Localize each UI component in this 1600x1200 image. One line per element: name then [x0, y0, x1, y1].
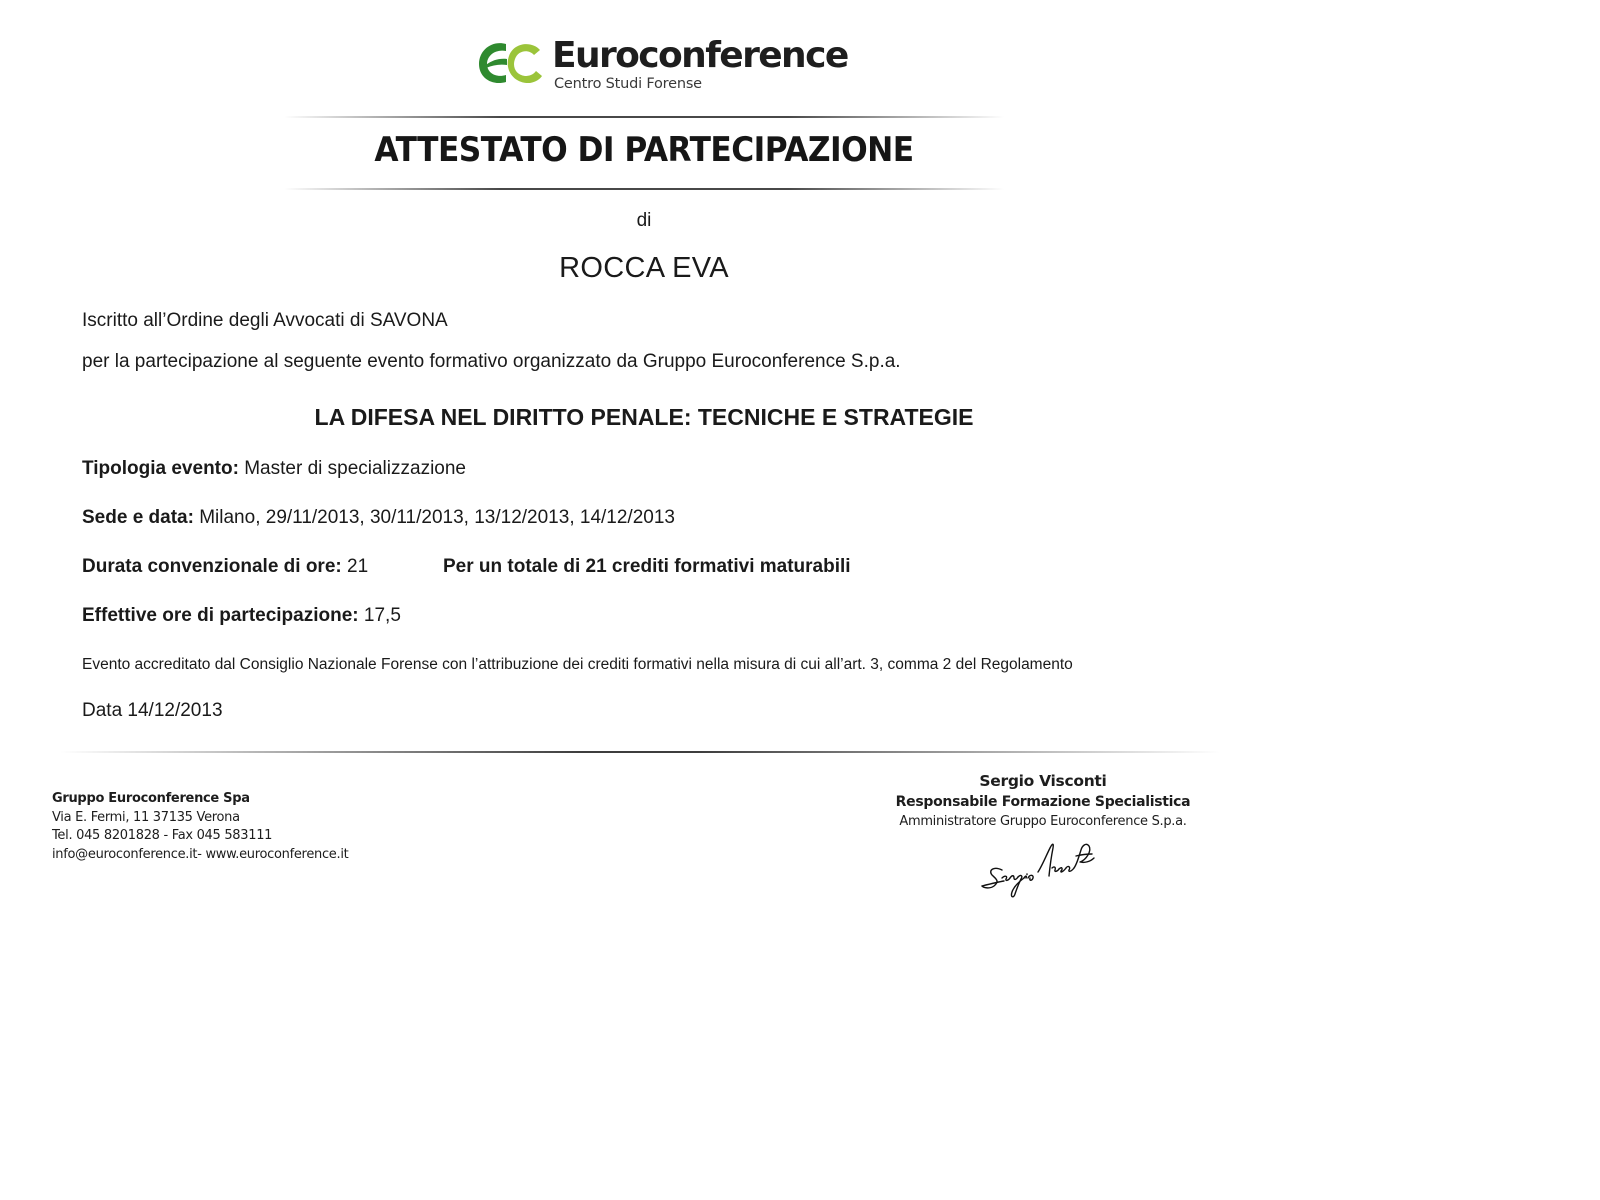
- tipologia-value: Master di specializzazione: [244, 458, 466, 479]
- signatory-block: [880, 770, 1206, 832]
- sede-label: Sede e data:: [82, 507, 194, 528]
- signatory-name: Sergio Visconti: [979, 772, 1107, 790]
- effettive-field: [82, 605, 401, 627]
- company-phone: Tel. 045 8201828 - Fax 045 583111: [52, 828, 273, 843]
- durata-label: Durata convenzionale di ore:: [82, 556, 342, 577]
- di-label: di: [636, 210, 652, 231]
- crediti-totale: Per un totale di 21 crediti formativi maturabili: [443, 556, 851, 577]
- tipologia-label: Tipologia evento:: [82, 458, 239, 479]
- effettive-label: Effettive ore di partecipazione:: [82, 605, 359, 626]
- footer-divider: [60, 751, 1220, 753]
- durata-value: 21: [347, 556, 369, 577]
- company-address: Via E. Fermi, 11 37135 Verona: [52, 809, 240, 825]
- company-web: info@euroconference.it- www.euroconference.it: [52, 846, 349, 862]
- title-top-divider: [284, 116, 1004, 118]
- partecipazione-line: per la partecipazione al seguente evento formativo organizzato da Gruppo Euroconference S.p.a.: [82, 351, 901, 372]
- logo-name: Euroconference: [552, 35, 848, 76]
- accreditation-note: Evento accreditato dal Consiglio Nazionale Forense con l’attribuzione dei crediti formativi nella misura di cui all’art. 3, comma 2 del Regolamento: [82, 656, 1073, 673]
- euroconference-logo: [476, 36, 848, 100]
- logo-subtitle: Centro Studi Forense: [554, 76, 702, 92]
- ec-logo-icon: [476, 38, 546, 88]
- issue-date: Data 14/12/2013: [82, 700, 223, 721]
- company-name: Gruppo Euroconference Spa: [52, 791, 250, 806]
- signatory-role: Responsabile Formazione Specialistica: [895, 794, 1191, 810]
- signatory-admin: Amministratore Gruppo Euroconference S.p.a.: [899, 814, 1187, 829]
- durata-field: [82, 556, 368, 578]
- tipologia-field: [82, 458, 466, 480]
- title-bottom-divider: [284, 188, 1004, 190]
- recipient-name: ROCCA EVA: [559, 252, 729, 284]
- sede-field: [82, 507, 675, 529]
- sede-value: Milano, 29/11/2013, 30/11/2013, 13/12/2013, 14/12/2013: [199, 507, 675, 528]
- handwritten-signature: [980, 826, 1110, 900]
- event-title: LA DIFESA NEL DIRITTO PENALE: TECNICHE E STRATEGIE: [314, 404, 974, 430]
- iscritto-line: Iscritto all’Ordine degli Avvocati di SAVONA: [82, 310, 448, 331]
- certificate-title: ATTESTATO DI PARTECIPAZIONE: [374, 130, 914, 170]
- effettive-value: 17,5: [363, 605, 401, 626]
- company-info: [52, 790, 348, 864]
